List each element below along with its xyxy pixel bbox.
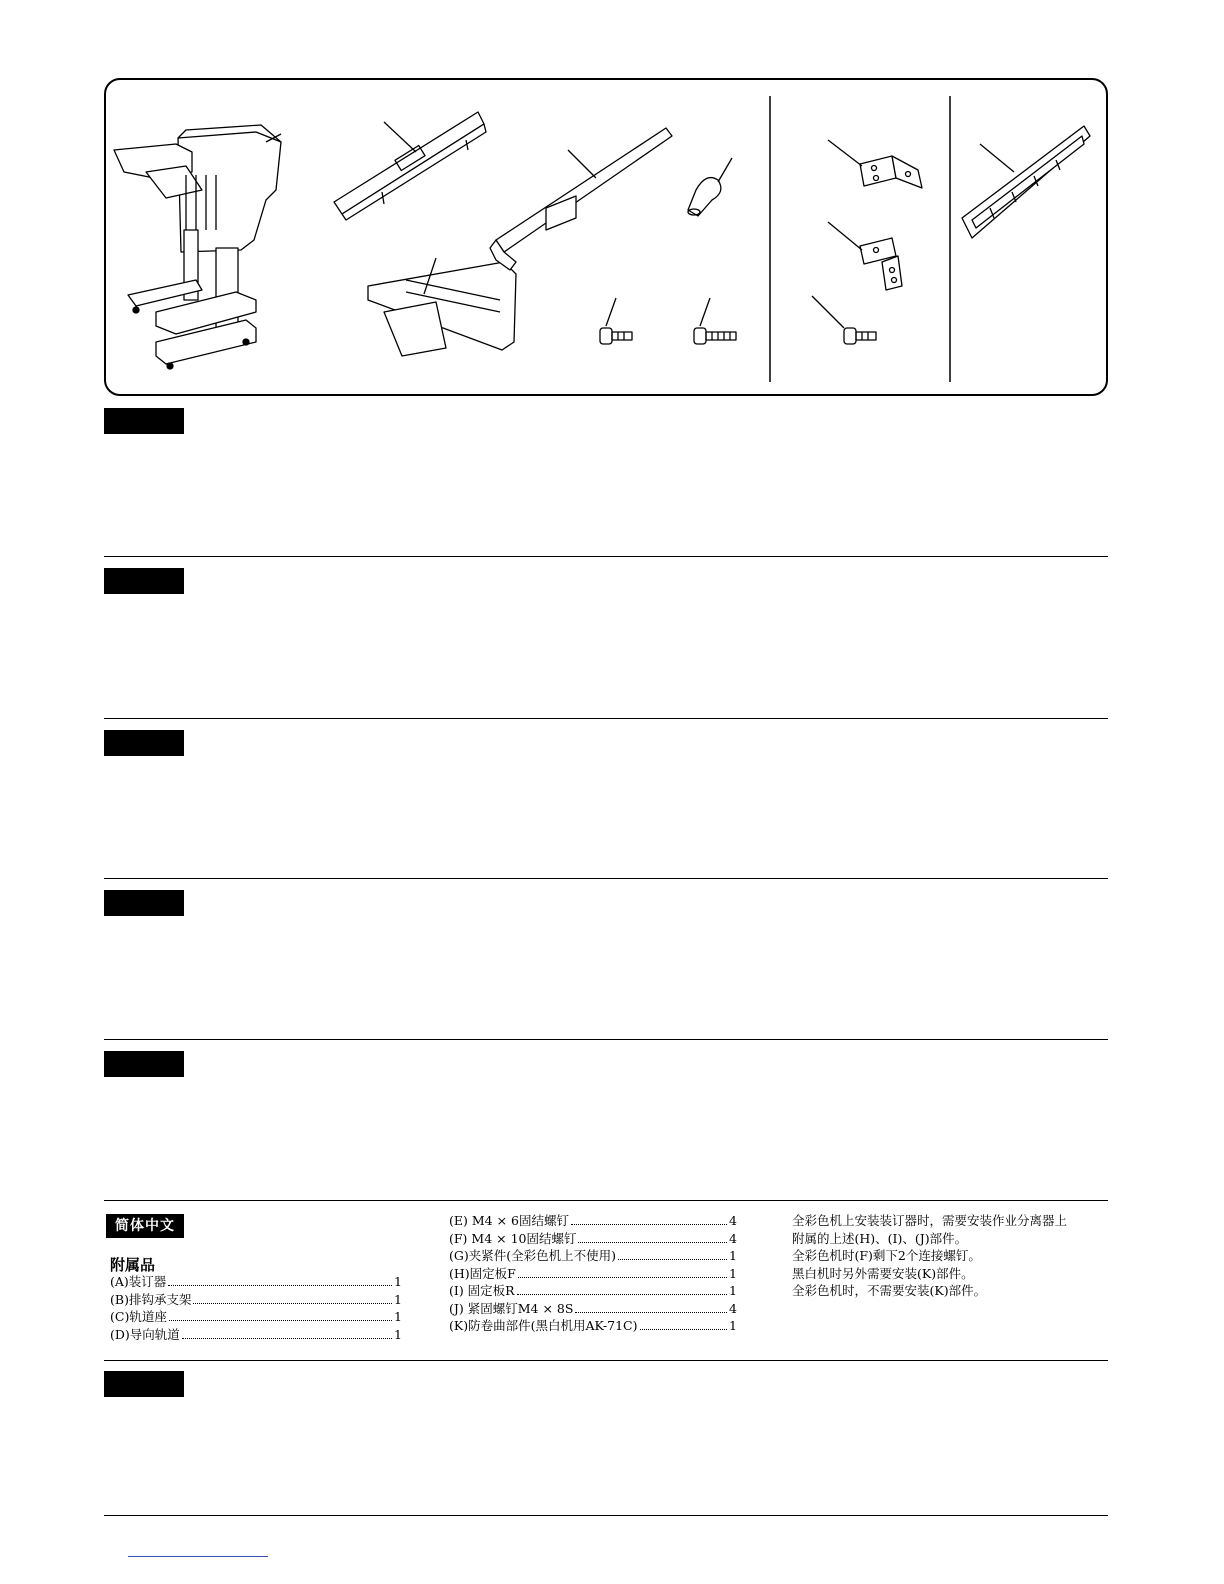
section-divider: [104, 878, 1108, 879]
part-name: (F) M4 × 10固结螺钉: [449, 1230, 577, 1246]
dot-leader: [169, 1320, 392, 1321]
installation-notes: [792, 1212, 1112, 1300]
list-item: [449, 1300, 737, 1318]
dot-leader: [640, 1329, 728, 1330]
note-line: 全彩色机时(F)剩下2个连接螺钉。: [792, 1248, 981, 1263]
dot-leader: [578, 1242, 727, 1243]
dot-leader: [571, 1224, 727, 1225]
fixing-plate-r-illustration: [828, 222, 902, 290]
anti-curl-part-illustration: [962, 126, 1090, 238]
section-divider: [104, 1039, 1108, 1040]
part-name: (J) 紧固螺钉M4 × 8S: [449, 1300, 574, 1316]
section-divider: [104, 1515, 1108, 1516]
part-quantity: 4: [729, 1213, 737, 1228]
part-name: (G)夹紧件(全彩色机上不使用): [449, 1248, 616, 1263]
dot-leader: [518, 1277, 727, 1278]
bracket-illustration: [334, 112, 486, 220]
list-item: [449, 1282, 737, 1300]
part-quantity: 1: [729, 1318, 737, 1333]
screw-f-illustration: [694, 298, 736, 344]
dot-leader: [618, 1259, 727, 1260]
list-item: [449, 1247, 737, 1265]
parts-list-middle: [449, 1212, 737, 1335]
part-name: (D)导向轨道: [110, 1326, 180, 1342]
dot-leader: [182, 1338, 392, 1339]
section-divider: [104, 1200, 1108, 1201]
part-name: (C)轨道座: [110, 1309, 167, 1324]
language-tab: [104, 890, 184, 916]
dot-leader: [193, 1303, 392, 1304]
part-name: (A)装订器: [110, 1274, 167, 1289]
list-item: [110, 1291, 402, 1309]
part-quantity: 1: [729, 1265, 737, 1281]
list-item: [449, 1230, 737, 1248]
note-line: 全彩色机时，不需要安装(K)部件。: [792, 1283, 987, 1298]
screw-e-illustration: [600, 298, 632, 344]
language-tab: [104, 568, 184, 594]
part-name: (I) 固定板R: [449, 1283, 515, 1298]
note-line: 附属的上述(H)、(I)、(J)部件。: [792, 1230, 968, 1246]
list-item: [449, 1317, 737, 1335]
section-divider: [104, 1360, 1108, 1361]
dot-leader: [575, 1312, 727, 1313]
list-item: [110, 1326, 402, 1344]
list-item: [449, 1212, 737, 1230]
language-tab: [104, 1051, 184, 1077]
parts-illustration-frame: [104, 78, 1108, 396]
dot-leader: [517, 1294, 727, 1295]
part-quantity: 1: [394, 1291, 402, 1307]
fixing-plate-f-illustration: [828, 140, 922, 188]
part-quantity: 4: [729, 1300, 737, 1316]
screw-j-illustration: [812, 296, 876, 344]
part-quantity: 1: [729, 1248, 737, 1263]
language-tab: [104, 730, 184, 756]
part-name: (K)防卷曲部件(黑白机用AK-71C): [449, 1318, 638, 1333]
note-line: 黑白机时另外需要安装(K)部件。: [792, 1265, 974, 1281]
guide-rail-illustration: [490, 128, 672, 270]
footer-link-underline[interactable]: [128, 1556, 268, 1557]
list-item: [449, 1265, 737, 1283]
dot-leader: [168, 1285, 392, 1286]
language-tab: [104, 1371, 184, 1397]
part-name: (B)排钩承支架: [110, 1291, 192, 1307]
part-quantity: 1: [394, 1309, 402, 1324]
accessories-heading: 附属品: [110, 1256, 156, 1274]
list-item: [110, 1308, 402, 1326]
finisher-unit-illustration: [114, 125, 281, 369]
part-name: (E) M4 × 6固结螺钉: [449, 1213, 569, 1228]
part-name: (H)固定板F: [449, 1265, 516, 1281]
clamp-illustration: [688, 158, 732, 216]
part-quantity: 1: [394, 1274, 402, 1289]
language-tab-simplified-chinese: 简体中文: [106, 1214, 184, 1238]
parts-illustration: [106, 80, 1110, 398]
part-quantity: 4: [729, 1230, 737, 1246]
rail-base-illustration: [368, 258, 516, 356]
language-tab: [104, 408, 184, 434]
section-divider: [104, 718, 1108, 719]
list-item: [110, 1273, 402, 1291]
part-quantity: 1: [394, 1326, 402, 1342]
parts-list-left: [110, 1273, 402, 1343]
part-quantity: 1: [729, 1283, 737, 1298]
section-divider: [104, 556, 1108, 557]
note-line: 全彩色机上安装装订器时，需要安装作业分离器上: [792, 1213, 1068, 1228]
